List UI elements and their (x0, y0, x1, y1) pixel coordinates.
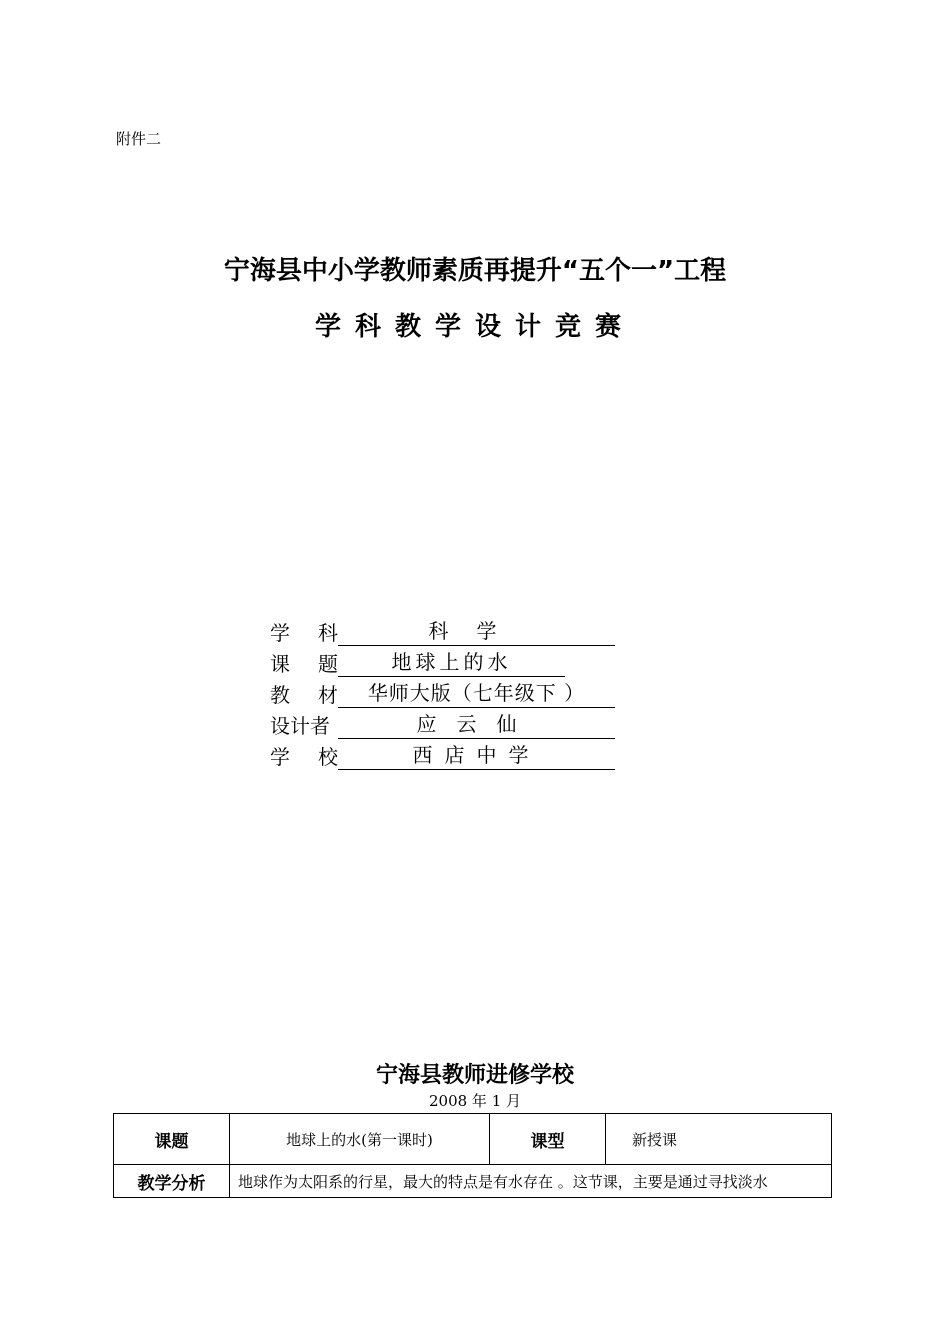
info-row-school (270, 739, 615, 770)
info-label-subject: 学 科 (270, 621, 338, 645)
topic-header: 课题 (114, 1114, 230, 1165)
info-label-textbook: 教 材 (270, 683, 338, 707)
analysis-value: 地球作为太阳系的行星，最大的特点是有水存在 。这节课，主要是通过寻找淡水 (230, 1165, 832, 1198)
cover-info (270, 615, 615, 770)
attachment-label: 附件二 (116, 130, 162, 148)
lesson-table (113, 1113, 832, 1198)
info-value-designer: 应云仙 (338, 708, 615, 739)
page-title: 宁海县中小学教师素质再提升“五个一”工程 (223, 256, 727, 286)
info-label-school: 学 校 (270, 745, 338, 769)
analysis-header: 教学分析 (114, 1165, 230, 1198)
info-value-topic: 地球上的水 (338, 646, 565, 677)
type-value: 新授课 (606, 1114, 832, 1165)
table-row (114, 1165, 832, 1198)
info-label-topic: 课 题 (270, 652, 338, 676)
issue-date: 2008 年 1 月 (428, 1092, 522, 1110)
info-value-subject: 科学 (338, 615, 615, 646)
topic-value: 地球上的水(第一课时) (230, 1114, 490, 1165)
info-row-designer (270, 708, 615, 739)
info-row-subject (270, 615, 615, 646)
type-header: 课型 (490, 1114, 606, 1165)
info-value-textbook: 华师大版（七年级下 ） (338, 677, 615, 708)
info-row-topic (270, 646, 615, 677)
table-row (114, 1114, 832, 1165)
info-row-textbook (270, 677, 615, 708)
info-value-school: 西店中学 (338, 739, 615, 770)
page-subtitle: 学科教学设计竞赛 (314, 312, 635, 342)
organizer-name: 宁海县教师进修学校 (375, 1063, 574, 1088)
info-label-designer: 设计者 (270, 714, 330, 738)
